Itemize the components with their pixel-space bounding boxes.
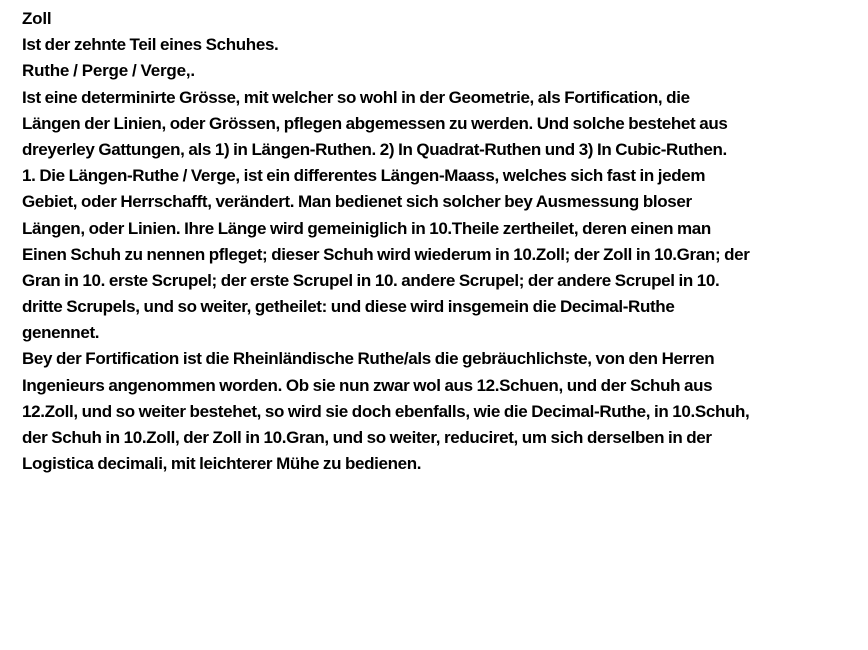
text-line: der Schuh in 10.Zoll, der Zoll in 10.Gran, und so weiter, reduciret, um sich derselben in der: [22, 428, 712, 447]
text-line: Einen Schuh zu nennen pfleget; dieser Schuh wird wiederum in 10.Zoll; der Zoll in 10.Gran; der: [22, 244, 750, 264]
text-line: Bey der Fortification ist die Rheinländische Ruthe/als die gebräuchlichste, von den Herren: [22, 349, 715, 369]
text-line: Ingenieurs angenommen worden. Ob sie nun zwar wol aus 12.Schuen, und der Schuh aus: [22, 375, 713, 395]
text-line: Längen, oder Linien. Ihre Länge wird gemeiniglich in 10.Theile zertheilet, deren einen man: [22, 218, 711, 238]
text-line: genennet.: [22, 323, 100, 343]
heading-zoll: Zoll: [22, 9, 52, 28]
definition-zoll: Ist der zehnte Teil eines Schuhes.: [22, 35, 279, 55]
heading-ruthe: Ruthe / Perge / Verge,.: [22, 61, 195, 81]
document-text: [22, 6, 864, 477]
text-line: dreyerley Gattungen, als 1) in Längen-Ruthen. 2) In Quadrat-Ruthen und 3) In Cubic-Ruthen.: [22, 139, 727, 159]
text-line: Ist eine determinirte Grösse, mit welcher so wohl in der Geometrie, als Fortification, die: [22, 87, 690, 107]
text-line: 1. Die Längen-Ruthe / Verge, ist ein differentes Längen-Maass, welches sich fast in jedem: [22, 166, 706, 186]
text-line: Logistica decimali, mit leichterer Mühe zu bedienen.: [22, 454, 422, 474]
text-line: Gran in 10. erste Scrupel; der erste Scrupel in 10. andere Scrupel; der andere Scrupel in 10.: [22, 270, 720, 290]
text-line: 12.Zoll, und so weiter bestehet, so wird sie doch ebenfalls, wie die Decimal-Ruthe, in 10.Schuh,: [22, 401, 750, 421]
text-line: Gebiet, oder Herrschafft, verändert. Man bedienet sich solcher bey Ausmessung bloser: [22, 192, 692, 212]
text-line: Längen der Linien, oder Grössen, pflegen abgemessen zu werden. Und solche bestehet aus: [22, 113, 728, 133]
text-line: dritte Scrupels, und so weiter, getheilet: und diese wird insgemein die Decimal-Ruthe: [22, 297, 675, 317]
